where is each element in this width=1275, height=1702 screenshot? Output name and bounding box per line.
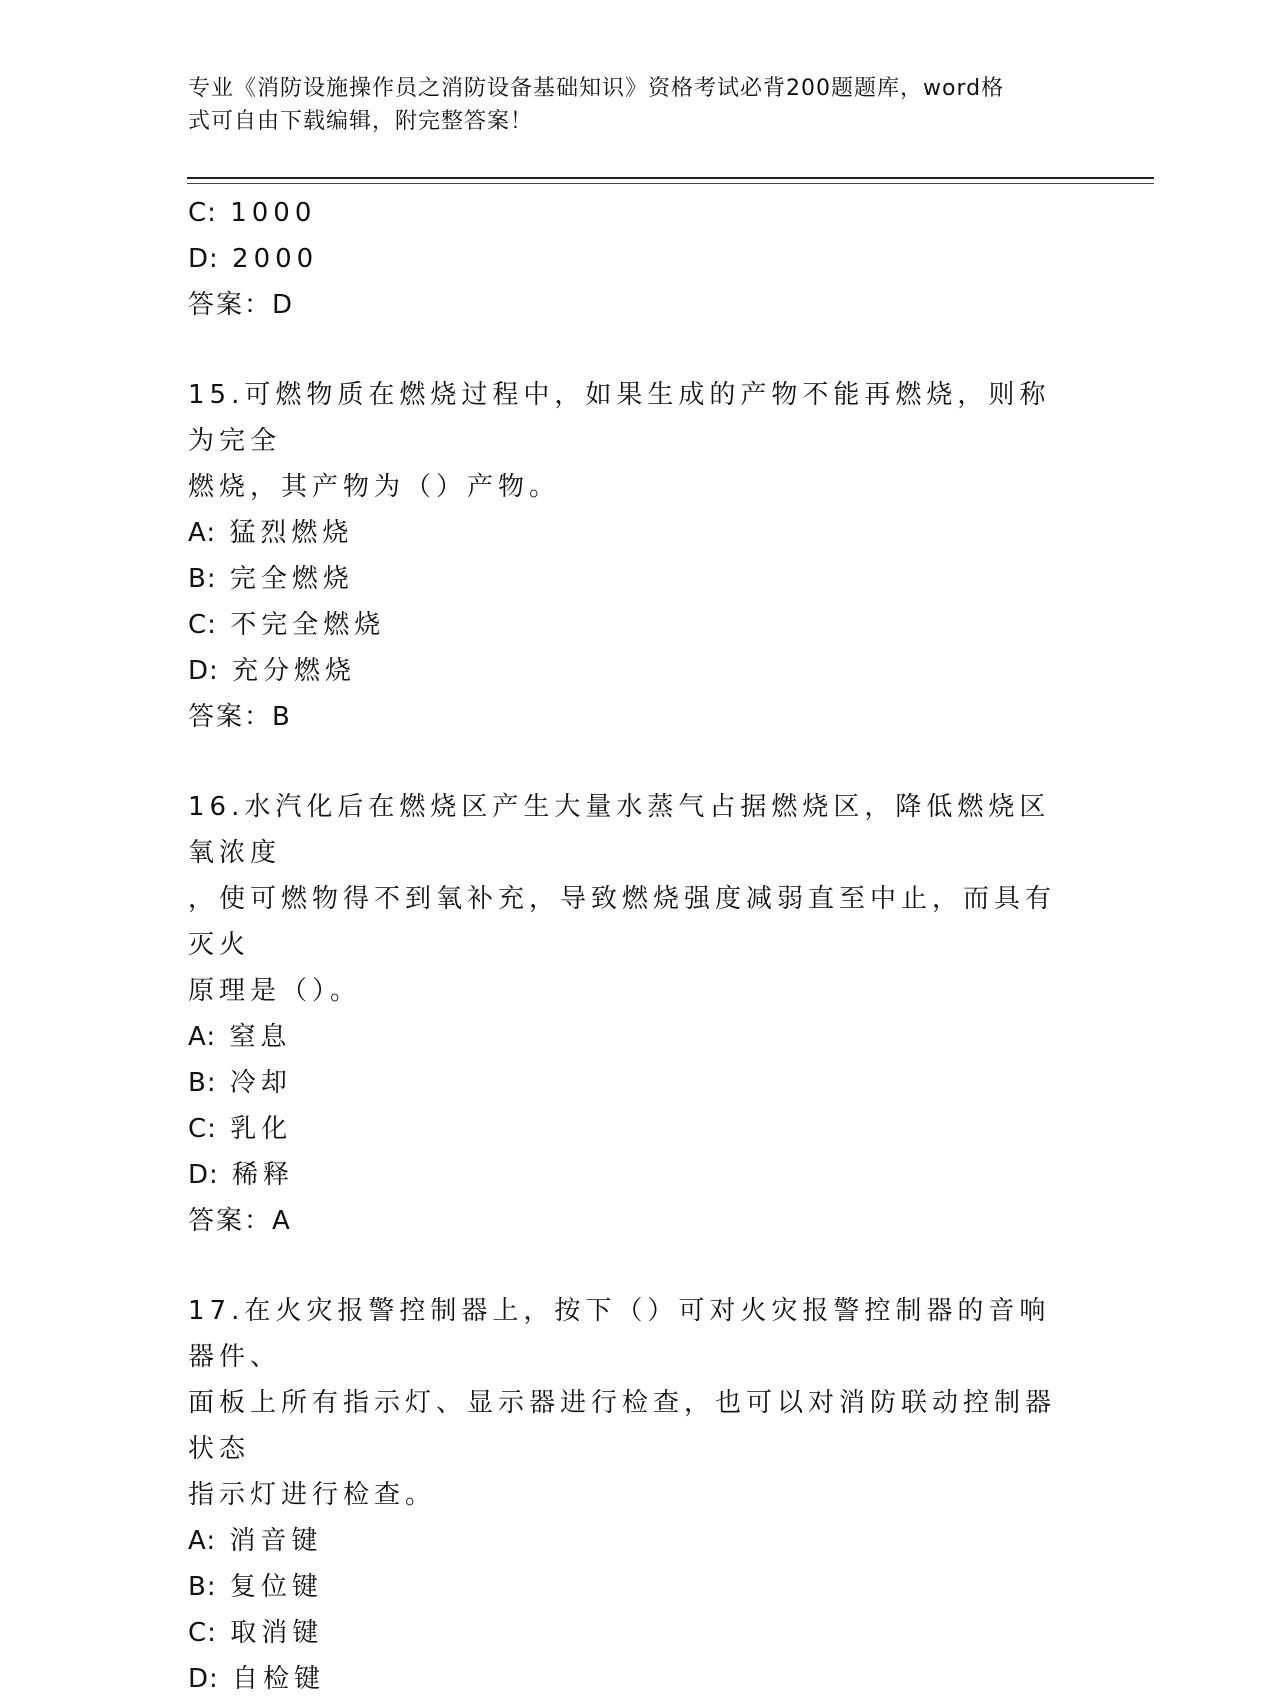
header-line-1: 专业《消防设施操作员之消防设备基础知识》资格考试必背200题题库，word格 bbox=[188, 76, 1005, 101]
question-17 bbox=[188, 1288, 1088, 1702]
option-a: A: 消音键 bbox=[188, 1526, 323, 1556]
header-rule-thick bbox=[187, 177, 1154, 179]
question-text: 15.可燃物质在燃烧过程中，如果生成的产物不能再燃烧，则称为完全 燃烧，其产物为（）产物。 bbox=[188, 380, 1051, 502]
document-header bbox=[188, 72, 1068, 138]
option-c: C: 1000 bbox=[188, 198, 317, 228]
option-a: A: 猛烈燃烧 bbox=[188, 518, 354, 548]
answer-line: 答案：A bbox=[188, 1206, 292, 1236]
option-a: A: 窒息 bbox=[188, 1022, 292, 1052]
question-16 bbox=[188, 784, 1088, 1244]
option-b: B: 冷却 bbox=[188, 1068, 292, 1098]
answer-line: 答案：D bbox=[188, 290, 295, 320]
question-text: 16.水汽化后在燃烧区产生大量水蒸气占据燃烧区，降低燃烧区氧浓度 ，使可燃物得不到氧补充，导致燃烧强度减弱直至中止，而具有灭火 原理是（）。 bbox=[188, 792, 1057, 1006]
option-c: C: 不完全燃烧 bbox=[188, 610, 386, 640]
answer-line: 答案：B bbox=[188, 702, 292, 732]
question-15 bbox=[188, 372, 1088, 740]
option-b: B: 完全燃烧 bbox=[188, 564, 354, 594]
option-d: D: 稀释 bbox=[188, 1160, 295, 1190]
document-body bbox=[188, 190, 1088, 1702]
option-d: D: 2000 bbox=[188, 244, 319, 274]
option-d: D: 自检键 bbox=[188, 1664, 326, 1694]
option-c: C: 乳化 bbox=[188, 1114, 293, 1144]
header-rule-thin bbox=[187, 183, 1154, 184]
header-line-2: 式可自由下载编辑，附完整答案！ bbox=[188, 109, 534, 134]
partial-question bbox=[188, 190, 1088, 328]
option-b: B: 复位键 bbox=[188, 1572, 323, 1602]
question-text: 17.在火灾报警控制器上，按下（）可对火灾报警控制器的音响器件、 面板上所有指示灯、显示器进行检查，也可以对消防联动控制器状态 指示灯进行检查。 bbox=[188, 1296, 1057, 1510]
option-c: C: 取消键 bbox=[188, 1618, 324, 1648]
option-d: D: 充分燃烧 bbox=[188, 656, 357, 686]
